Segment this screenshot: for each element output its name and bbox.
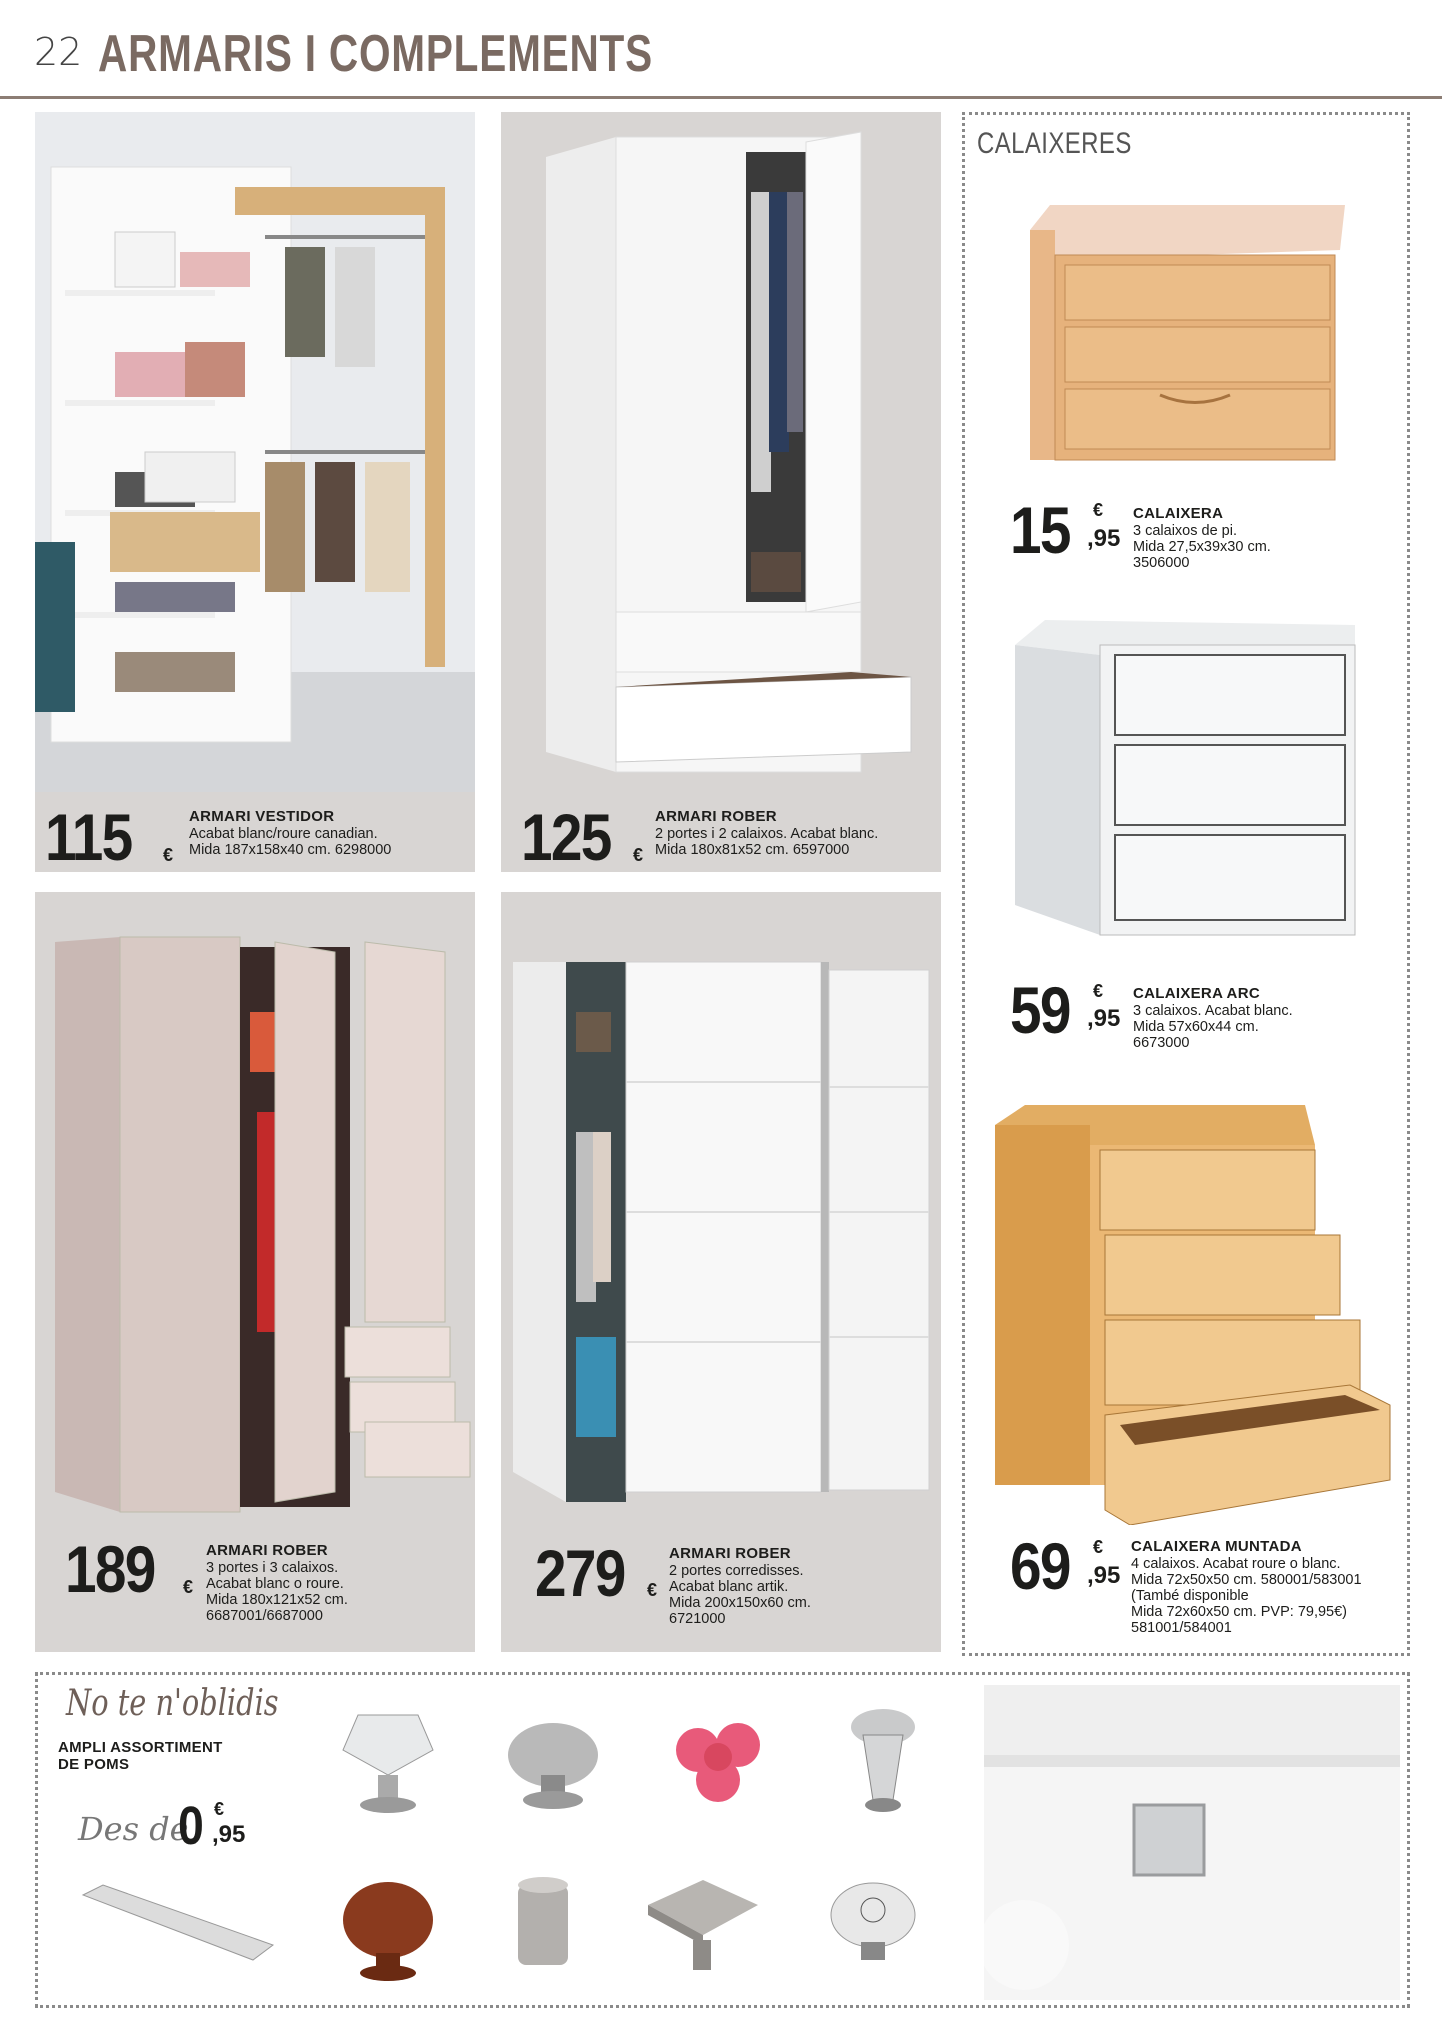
product-card-armari-rober-189[interactable] (35, 892, 475, 1652)
satin-nickel-knob-icon (498, 1715, 608, 1815)
section-label: CALAIXERES (977, 127, 1132, 160)
page-number: 22 (34, 30, 83, 74)
page-header (0, 0, 1442, 100)
price: 69 (1010, 1529, 1070, 1603)
product-description: 3 portes i 3 calaixos. Acabat blanc o roure. Mida 180x121x52 cm. 6687001/6687000 (206, 1560, 348, 1624)
armari-rober-3-photo (35, 892, 475, 1532)
header-rule (0, 96, 1442, 99)
product-description: 3 calaixos. Acabat blanc. Mida 57x60x44 cm. 6673000 (1133, 1003, 1293, 1051)
price: 125 (521, 800, 611, 872)
product-name: CALAIXERA ARC (1133, 985, 1260, 1002)
product-description: Acabat blanc/roure canadian. Mida 187x158x40 cm. 6298000 (189, 826, 392, 858)
product-description: 2 portes i 2 calaixos. Acabat blanc. Mida 180x81x52 cm. 6597000 (655, 826, 879, 858)
calaixera-arc-photo (1015, 620, 1360, 940)
product-name: CALAIXERA (1133, 505, 1224, 522)
price: 59 (1010, 973, 1070, 1047)
cylinder-knob-icon (493, 1870, 593, 1980)
product-name: ARMARI ROBER (206, 1542, 328, 1559)
wood-knob-icon (333, 1875, 443, 1985)
currency: € (1093, 981, 1104, 1001)
currency: € (1093, 500, 1104, 520)
price-cents: ,95 (1087, 1005, 1121, 1032)
product-name: ARMARI ROBER (669, 1545, 791, 1562)
price: 15 (1010, 493, 1070, 567)
price: 189 (65, 1532, 155, 1606)
currency: € (647, 1580, 658, 1600)
poms-subheading: AMPLI ASSORTIMENT DE POMS (58, 1739, 223, 1773)
ceramic-knob-icon (818, 1870, 928, 1980)
page-title: ARMARIS I COMPLEMENTS (98, 25, 653, 83)
product-name: ARMARI ROBER (655, 808, 777, 825)
currency: € (214, 1799, 225, 1819)
price: 279 (535, 1536, 625, 1610)
currency: € (183, 1577, 194, 1597)
crystal-knob-icon (338, 1705, 438, 1815)
calaixeres-section (962, 112, 1410, 1656)
product-description: 4 calaixos. Acabat roure o blanc. Mida 72x50x50 cm. 580001/583001 (També disponible Mida 72x60x50 cm. PVP: 79,95€) 581001/584001 (1131, 1556, 1362, 1636)
price-cents: ,95 (1087, 1562, 1121, 1589)
product-description: 3 calaixos de pi. Mida 27,5x39x30 cm. 3506000 (1133, 523, 1271, 571)
product-card-armari-rober-279[interactable] (501, 892, 941, 1652)
price-cents: ,95 (1087, 525, 1121, 552)
vestidor-photo (35, 112, 475, 792)
from-label: Des de (78, 1810, 189, 1848)
armari-rober-2-photo (501, 112, 941, 792)
price-cents: ,95 (212, 1821, 246, 1848)
chrome-cone-knob-icon (838, 1705, 928, 1820)
product-card-armari-vestidor[interactable] (35, 112, 475, 872)
currency: € (1093, 1537, 1104, 1557)
bar-handle-icon (73, 1875, 283, 1975)
product-description: 2 portes corredisses. Acabat blanc artik. Mida 200x150x60 cm. 6721000 (669, 1563, 811, 1627)
calaixera-pi-photo (1030, 205, 1350, 470)
poms-section (35, 1672, 1410, 2008)
poms-heading: No te n'oblidis (66, 1683, 279, 1724)
price: 115 (45, 800, 132, 872)
currency: € (163, 845, 174, 865)
currency: € (633, 845, 644, 865)
pink-flower-knob-icon (658, 1710, 778, 1810)
price: 0 (178, 1796, 203, 1856)
armari-rober-corredisses-photo (501, 892, 941, 1532)
product-name: ARMARI VESTIDOR (189, 808, 335, 825)
square-knob-icon (638, 1865, 768, 1985)
calaixera-muntada-photo (995, 1105, 1395, 1525)
product-card-armari-rober-125[interactable] (501, 112, 941, 872)
product-name: CALAIXERA MUNTADA (1131, 1538, 1302, 1555)
knob-drawer-photo (984, 1685, 1400, 2000)
